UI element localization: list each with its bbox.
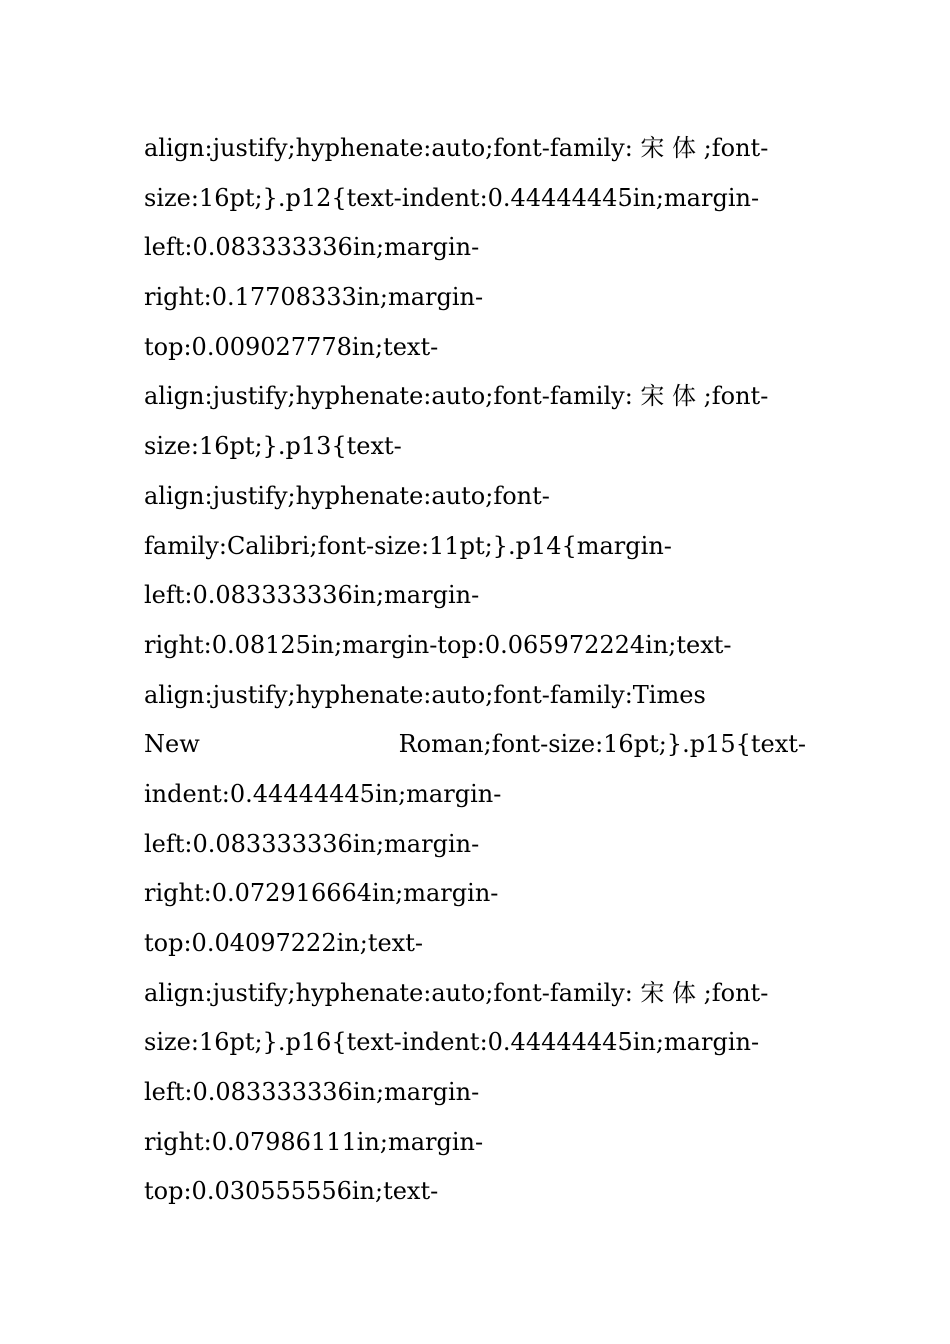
text-line: align:justify;hyphenate:auto;font-family:Times [144, 680, 706, 709]
text-line: align:justify;hyphenate:auto;font-family: 宋 体 ;font- [144, 134, 769, 162]
text-line: left:0.083333336in;margin- [144, 581, 480, 610]
text-segment-right: Roman;font-size:16pt;}.p15{text- [398, 730, 806, 759]
text-line: indent:0.44444445in;margin- [144, 779, 502, 808]
text-line: top:0.030555556in;text- [144, 1177, 439, 1206]
text-line: left:0.083333336in;margin- [144, 829, 480, 858]
text-line-justified [144, 720, 806, 770]
text-line: right:0.08125in;margin-top:0.065972224in;text- [144, 630, 732, 659]
text-line: right:0.17708333in;margin- [144, 283, 484, 312]
text-line: left:0.083333336in;margin- [144, 1078, 480, 1107]
text-line: right:0.072916664in;margin- [144, 879, 499, 908]
text-line: left:0.083333336in;margin- [144, 233, 480, 262]
text-line: align:justify;hyphenate:auto;font-family: 宋 体 ;font- [144, 382, 769, 411]
text-line: top:0.04097222in;text- [144, 929, 423, 957]
text-line: align:justify;hyphenate:auto;font-family: 宋 体 ;font- [144, 978, 769, 1007]
document-body [144, 124, 806, 1217]
text-line: right:0.07986111in;margin- [144, 1127, 484, 1156]
text-segment-left: New [144, 730, 200, 759]
text-line: align:justify;hyphenate:auto;font- [144, 481, 550, 510]
text-line: size:16pt;}.p12{text-indent:0.44444445in;margin- [144, 183, 760, 212]
text-line: size:16pt;}.p13{text- [144, 432, 402, 461]
text-line: top:0.009027778in;text- [144, 332, 439, 361]
text-line: size:16pt;}.p16{text-indent:0.44444445in;margin- [144, 1028, 760, 1057]
text-line: family:Calibri;font-size:11pt;}.p14{margin- [144, 531, 672, 560]
